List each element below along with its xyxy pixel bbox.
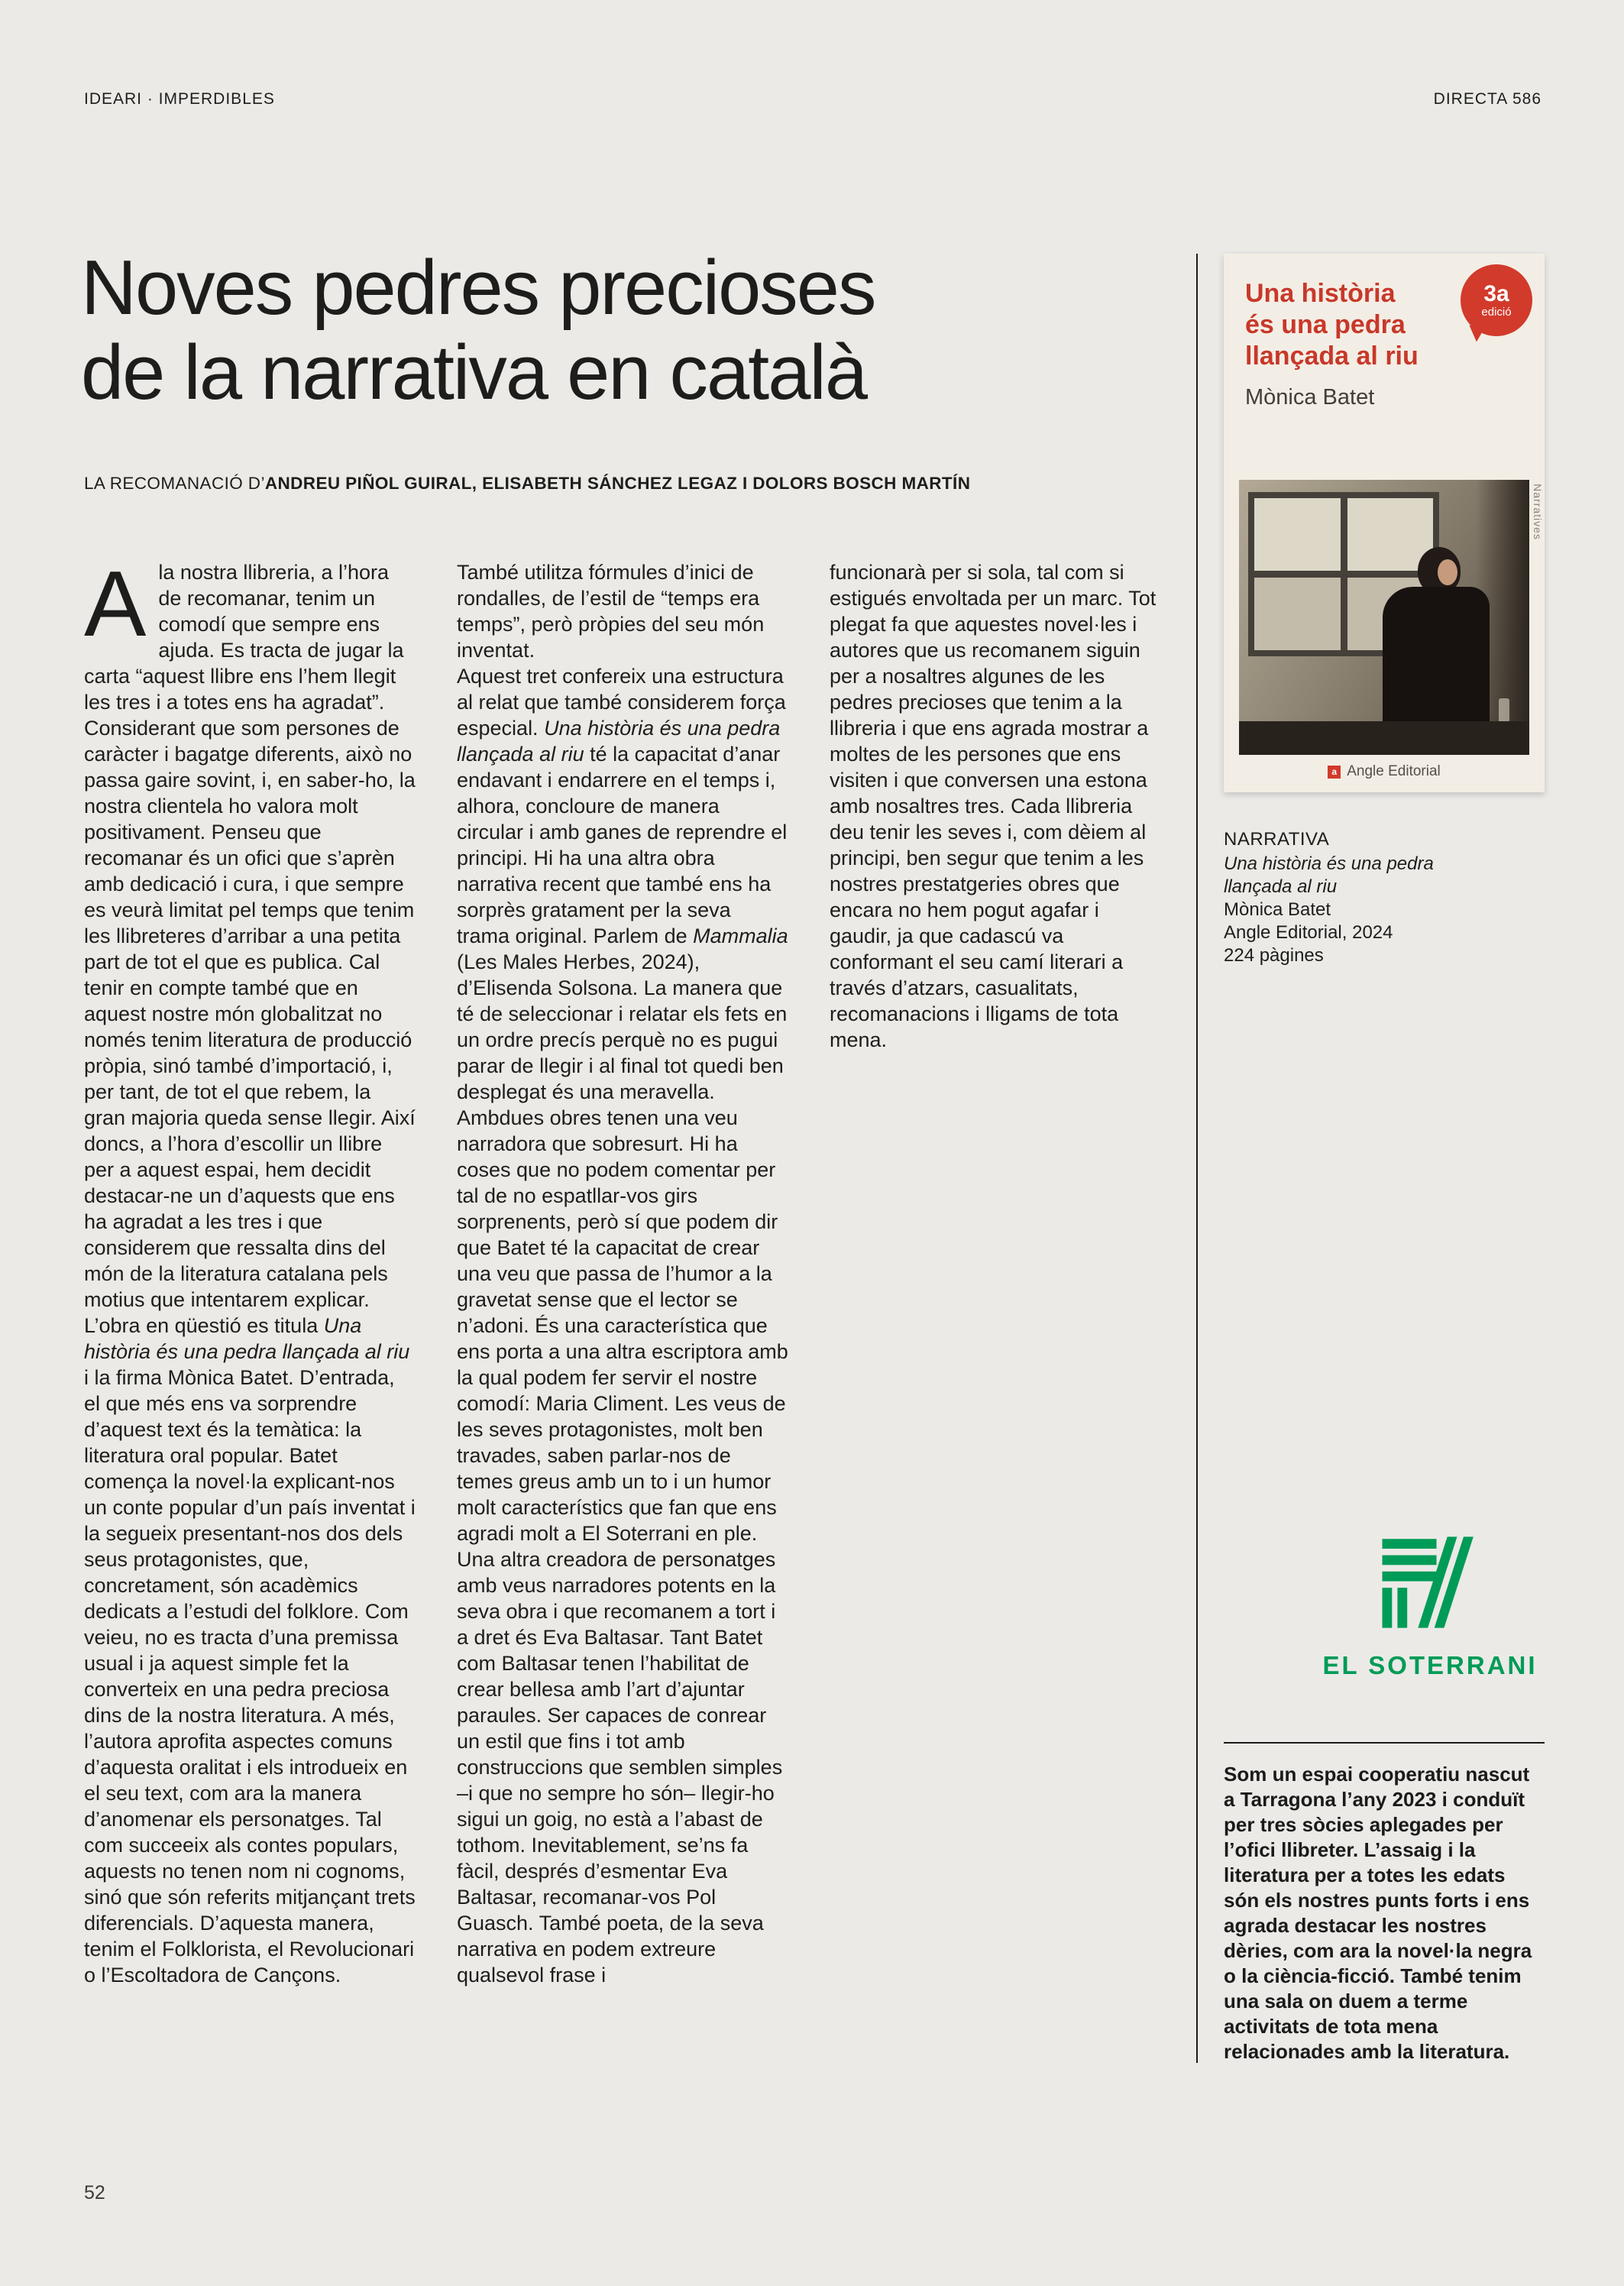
table-graphic: [1239, 721, 1529, 755]
byline-authors: ANDREU PIÑOL GUIRAL, ELISABETH SÁNCHEZ LEGAZ I DOLORS BOSCH MARTÍN: [264, 474, 971, 493]
sidebar: [1224, 254, 1545, 2063]
soterrani-wordmark: EL SOTERRANI: [1322, 1651, 1538, 1679]
issue-label: DIRECTA 586: [1433, 90, 1542, 108]
article-title: [81, 246, 1166, 416]
edition-badge: [1461, 264, 1532, 336]
book-info-title: Una història és una pedra llançada al riu: [1224, 853, 1434, 897]
soterrani-logo-icon: [1376, 1528, 1484, 1637]
cover-spine-text: Narratives: [1532, 484, 1545, 540]
paragraph: funcionarà per si sola, tal com si estigués envoltada per un marc. Tot plegat fa que aquestes novel·les i autores que us recomanem siguin per a nosaltres algunes de les pedres precioses que tenim a la llibreria i que ens agrada mostrar a moltes de les persones que ens visiten i que conversen una estona amb nosaltres tres. Cada llibreria deu tenir les seves i, com dèiem al principi, ben segur que tenim a les nostres prestatgeries obres que encara no hem pogut agafar i gaudir, ja que cadascú va conformant el seu camí literari a través d’atzars, casualitats, recomanacions i lligams de tota mena.: [830, 561, 1157, 1051]
article-body: [84, 552, 1163, 1988]
publisher-logo-icon: a: [1328, 766, 1341, 779]
cover-title: [1245, 278, 1419, 372]
article-column-2: [457, 559, 788, 1988]
book-info-genre: NARRATIVA: [1224, 829, 1330, 850]
page-number: 52: [84, 2182, 105, 2203]
cover-author: Mònica Batet: [1245, 385, 1375, 410]
paragraph: També utilitza fórmules d’inici de rondalles, de l’estil de “temps era temps”, però pròpies del seu món inventat.: [457, 561, 765, 662]
book-info-publisher: Angle Editorial, 2024: [1224, 922, 1393, 943]
article-column-1: [84, 552, 416, 1988]
byline-prefix: LA RECOMANACIÓ D’: [84, 474, 265, 493]
publisher-name: Angle Editorial: [1347, 763, 1441, 779]
soterrani-description: Som un espai cooperatiu nascut a Tarragona l’any 2023 i conduït per tres sòcies aplegades per l’ofici llibreter. L’assaig i la literatura per a totes les edats són els nostres punts forts i ens agrada destacar les nostres dèries, com ara la novel·la negra o la ciència-ficció. També tenim una sala on duem a terme activitats de tota mena relacionades amb la literatura.: [1224, 1763, 1532, 2063]
book-info: [1224, 828, 1499, 967]
silhouette-face: [1438, 559, 1457, 585]
paragraph: la nostra llibreria, a l’hora de recomanar, tenim un comodí que sempre ens ajuda. Es tracta de jugar la carta “aquest llibre ens l’hem llegit les tres i a totes ens ha agradat”. Considerant que som persones de caràcter i bagatge diferents, això no passa gaire sovint, i, en saber-ho, la nostra clientela ho valora molt positivament. Penseu que recomanar és un ofici que s’aprèn amb dedicació i cura, i que sempre es veurà limitat pel temps que tenim les llibreteres d’arribar a una petita part de tot el que es publica. Cal tenir en compte també que en aquest nostre món globalitzat no només tenim literatura de producció pròpia, sinó també d’importació, i, per tant, de tot el que rebem, la gran majoria queda sense llegir. Així doncs, a l’hora d’escollir un llibre per a aquest espai, hem decidit destacar-ne un d’aquests que ens ha agradat a les tres i que considerem que ressalta dins del món de la literatura catalana pels motius que intentarem explicar. L’obra en qüestió es titula Una història és una pedra llançada al riu i la firma Mònica Batet. D’entrada, el que més ens va sorprendre d’aquest text és la temàtica: la literatura oral popular. Batet comença la novel·la explicant-nos un conte popular d’un país inventat i la segueix presentant-nos dos dels seus protagonistes, que, concretament, són acadèmics dedicats a l’estudi del folklore. Com veieu, no es tracta d’una premissa usual i ja aquest simple fet la converteix en una pedra preciosa dins de la nostra literatura. A més, l’autora aprofita aspectes comuns d’aquesta oralitat i els introdueix en el seu text, com ara la manera d’anomenar els personatges. Tal com succeeix als contes populars, aquests no tenen nom ni cognoms, sinó que són referits mitjançant trets diferencials. D’aquesta manera, tenim el Folklorista, el Revolucionari o l’Escoltadora de Cançons.: [84, 561, 416, 1986]
window-pane: [1254, 498, 1341, 571]
book-info-author: Mònica Batet: [1224, 899, 1331, 920]
soterrani-logo: [1315, 1528, 1545, 1680]
column-1-text: [84, 552, 416, 1988]
article-column-3: [830, 559, 1161, 1988]
dropcap: A: [84, 552, 147, 656]
window-pane: [1254, 578, 1341, 650]
article-title-line2: de la narrativa en català: [81, 330, 867, 416]
glass-graphic: [1499, 698, 1509, 724]
paragraph: Ambdues obres tenen una veu narradora que sobresurt. Hi ha coses que no podem comentar per tal de no espatllar-vos girs sorprenents, però sí que podem dir que Batet té la capacitat de crear una veu que passa de l’humor a la gravetat sense que el lector se n’adoni. És una característica que ens porta a una altra escriptora amb la qual podem fer servir el nostre comodí: Maria Climent. Les veus de les seves protagonistes, molt ben travades, saben parlar-nos de temes greus amb un to i un humor molt característics que fan que ens agradi molt a El Soterrani en ple. Una altra creadora de personatges amb veus narradores potents en la seva obra i que recomanem a tort i a dret és Eva Baltasar. Tant Batet com Baltasar tenen l’habilitat de crear bellesa amb l’art d’ajuntar paraules. Ser capaces de conrear un estil que fins i tot amb construccions que semblen simples –i que no sempre ho són– llegir-ho sigui un goig, no està a l’abast de tothom. Inevitablement, se’ns fa fàcil, després d’esmentar Eva Baltasar, recomanar-vos Pol Guasch. També poeta, de la seva narrativa en podem extreure qualsevol frase i: [457, 1106, 788, 1986]
cover-title-line: Una història: [1245, 279, 1396, 308]
article-title-line1: Noves pedres precioses: [81, 245, 875, 331]
edition-badge-label: edició: [1481, 305, 1512, 319]
book-info-pages: 224 pàgines: [1224, 945, 1324, 966]
cover-title-line: llançada al riu: [1245, 342, 1419, 371]
book-cover-photo: [1239, 480, 1529, 755]
book-cover: [1224, 254, 1545, 792]
edition-badge-number: 3a: [1483, 280, 1509, 306]
section-label: IDEARI · IMPERDIBLES: [84, 90, 275, 108]
paragraph: Aquest tret confereix una estructura al relat que també considerem força especial. Una història és una pedra llançada al riu té la capacitat d’anar endavant i endarrere en el temps i, alhora, concloure de manera circular i amb ganes de reprendre el principi. Hi ha una altra obra narrativa recent que també ens ha sorprès gratament per la seva trama original. Parlem de Mammalia (Les Males Herbes, 2024), d’Elisenda Solsona. La manera que té de seleccionar i relatar els fets en un ordre precís perquè no es pugui parar de llegir i al final tot quedi ben desplegat és una meravella.: [457, 665, 788, 1103]
cover-title-line: és una pedra: [1245, 310, 1406, 339]
byline: [84, 474, 970, 494]
vertical-divider: [1196, 254, 1198, 2063]
sidebar-divider: [1224, 1742, 1545, 1744]
publisher-row: [1224, 763, 1545, 780]
